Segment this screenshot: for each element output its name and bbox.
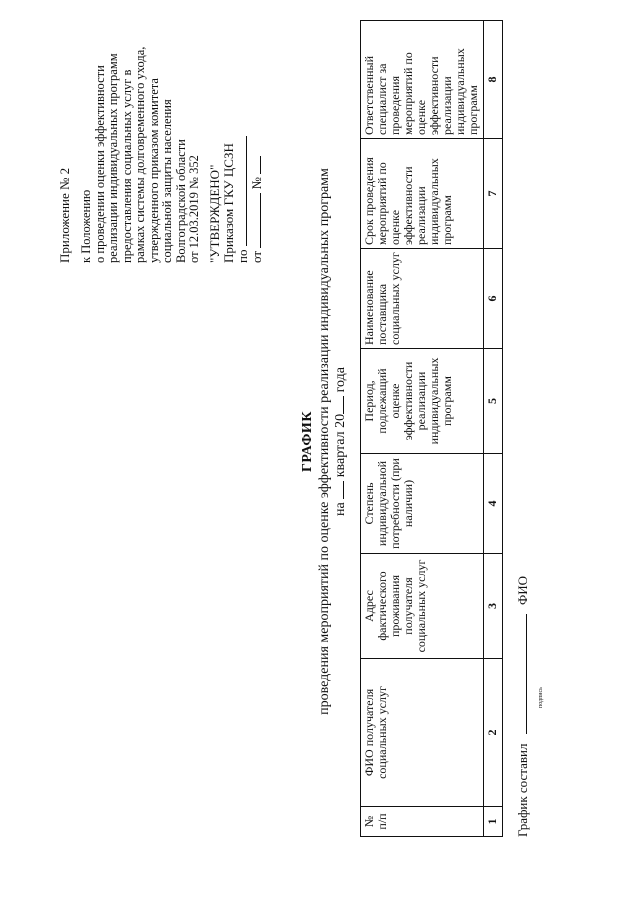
approval-number-label: № xyxy=(249,177,264,190)
column-number-cell: 1 xyxy=(484,807,503,837)
period-quarter-label: квартал 20 xyxy=(333,413,348,478)
column-header-provider: Наименование поставщика социальных услуг xyxy=(361,249,484,349)
approval-date-row xyxy=(250,136,264,263)
annex-line: предоставления социальных услуг в xyxy=(119,69,134,263)
approval-number-field[interactable] xyxy=(250,156,261,174)
document-period xyxy=(333,0,349,883)
annex-reference xyxy=(80,13,202,263)
compiled-by-label: График составил xyxy=(515,743,530,837)
approval-by-label: по xyxy=(235,249,250,263)
table-row xyxy=(484,21,503,837)
quarter-field[interactable] xyxy=(333,481,344,499)
annex-line: реализации индивидуальных программ xyxy=(106,53,120,263)
signature-field[interactable] xyxy=(516,614,527,734)
annex-line: рамках системы долговременного ухода, xyxy=(133,46,147,263)
column-number-cell: 6 xyxy=(484,249,503,349)
annex-line: к Положению xyxy=(79,189,93,263)
annex-line: Волгоградской области xyxy=(173,139,188,263)
column-number-cell: 7 xyxy=(484,139,503,249)
approval-by-row xyxy=(236,136,250,263)
column-header-address: Адрес фактического проживания получателя социальных услуг xyxy=(361,554,484,659)
column-number-cell: 5 xyxy=(484,349,503,454)
period-na-label: на xyxy=(333,502,348,516)
column-header-number: № п/п xyxy=(361,807,484,837)
column-number-cell: 2 xyxy=(484,659,503,807)
column-header-deadline: Срок проведения мероприятий по оценке эффективности реализации индивидуальных программ xyxy=(361,139,484,249)
year-field[interactable] xyxy=(333,396,344,414)
fio-label: ФИО xyxy=(515,575,530,606)
approval-date-label: от xyxy=(249,250,264,263)
annex-line: о проведении оценки эффективности xyxy=(92,65,107,263)
annex-title: Приложение № 2 xyxy=(57,167,72,263)
approval-by-field[interactable] xyxy=(236,136,247,246)
column-number-cell: 8 xyxy=(484,21,503,139)
annex-line: социальной защиты населения xyxy=(160,99,174,263)
column-header-fio: ФИО получателя социальных услуг xyxy=(361,659,484,807)
document-subtitle: проведения мероприятий по оценке эффективности реализации индивидуальных программ xyxy=(317,168,332,715)
table-header-row xyxy=(361,21,484,837)
annex-line: от 12.03.2019 № 352 xyxy=(187,155,201,263)
signature-caption: подпись xyxy=(538,687,544,708)
annex-line: утвержденного приказом комитета xyxy=(146,78,161,263)
column-number-cell: 3 xyxy=(484,554,503,659)
document-title: ГРАФИК xyxy=(300,411,315,472)
column-header-period: Период, подлежащий оценке эффективности реализации индивидуальных программ xyxy=(361,349,484,454)
approval-order: Приказом ГКУ ЦСЗН xyxy=(221,143,236,263)
approval-date-field[interactable] xyxy=(250,193,261,248)
column-number-cell: 4 xyxy=(484,454,503,554)
schedule-table xyxy=(360,20,503,837)
footer-signature xyxy=(515,576,531,837)
column-header-responsible: Ответственный специалист за проведения мероприятий по оценке эффективности реализации индивидуальных программ xyxy=(361,21,484,139)
approval-stamp xyxy=(208,136,264,263)
column-header-need-degree: Степень индивидуальной потребности (при наличии) xyxy=(361,454,484,554)
period-year-label: года xyxy=(333,367,348,393)
approval-heading: "УТВЕРЖДЕНО" xyxy=(207,164,222,263)
